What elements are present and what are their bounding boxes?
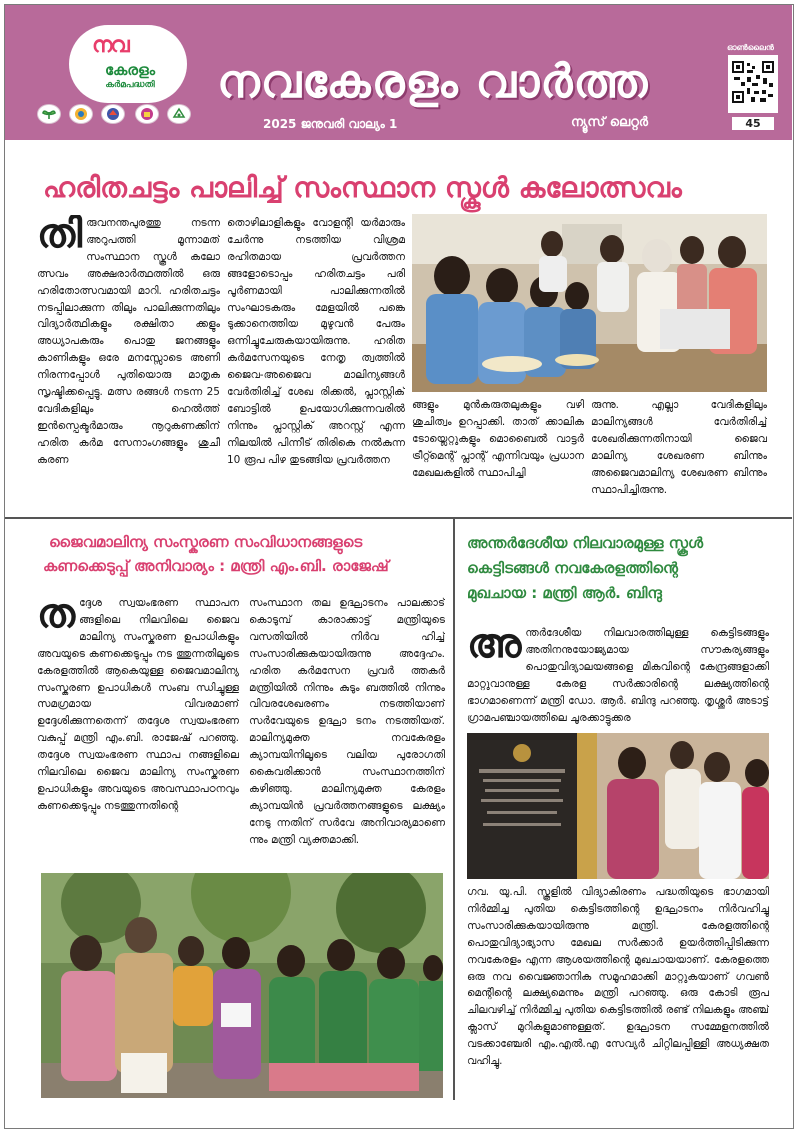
haritha-karmasena-photo xyxy=(41,873,443,1098)
kudumbashree-logo-icon xyxy=(69,104,93,124)
story2-headline-1: ജൈവമാലിന്യ സംസ്കരണ സംവിധാനങ്ങളുടെ xyxy=(49,533,363,551)
story2-column-1 xyxy=(37,595,239,865)
life-mission-logo-icon xyxy=(135,104,159,124)
logo-line-1: കേരളം xyxy=(104,61,156,79)
qr-code-icon[interactable] xyxy=(732,61,774,103)
story2-text-1: ദ്ദേശ സ്വയംഭരണ സ്ഥാപന ങ്ങളിലെ നിലവിലെ ജൈവ മാലിന്യ സംസ്കരണ ഉപാധികളും അവയുടെ കണക്കെടുപ്പും നട ത്തുന്നതിലൂടെ കേരളത്തിൽ ആകെയുള്ള ജൈവമാലിന്യ സംസ്കരണ ഉപാധികൾ സംബ ന്ധിച്ചുള്ള സമഗ്രമായ വിവരമാണ് ഉദ്ദേശിക്കുന്നതെന്ന് തദ്ദേശ സ്വയംഭരണ വകുപ്പ് മന്ത്രി എം.ബി. രാജേഷ് പറഞ്ഞു. തദ്ദേശ സ്വയംഭരണ സ്ഥാപ നങ്ങളിലെ നിലവിലെ ജൈവ മാലിന്യ സംസ്കരണ ഉപാധികളും അവയുടെ അവസ്ഥാപഠനവും കണക്കെടുപ്പും നടത്തുന്നതിന്റെ xyxy=(37,597,239,812)
story1-column-2 xyxy=(227,215,405,513)
logo-mark: നവ xyxy=(92,33,128,58)
story1-column-3 xyxy=(412,397,584,515)
story1-dropcap: തി xyxy=(37,215,83,257)
story3-photo xyxy=(467,733,769,879)
story3-intro xyxy=(467,625,769,729)
newsletter-page xyxy=(4,4,794,1129)
suchitwa-mission-logo-icon xyxy=(101,104,125,124)
story2-column-2 xyxy=(249,595,445,865)
column-divider xyxy=(453,517,455,1100)
story3-headline-3: മുഖചായ : മന്ത്രി ആർ. ബിന്ദു xyxy=(467,584,662,602)
haritha-keralam-logo-icon xyxy=(167,104,191,124)
story1-text-1: രുവനന്തപുരത്തു നടന്ന അറുപത്തി മൂന്നാമത് സംസ്ഥാന സ്കൂൾ കലോ ത്സവം അക്ഷരാർത്ഥത്തിൽ ഒരു ഹരിതോത്സവമായി മാറി. ഹരിതചട്ടം നടപ്പിലാക്കുന്ന തിലും പാലിക്കുന്നതിലും വിദ്യാർത്ഥികളും രക്ഷിതാ ക്കളും അധ്യാപകരും പൊതു ജനങ്ങളും കാണികളും ഒരേ മനസ്സോടെ അണി നിരന്നപ്പോൾ പുതിയൊരു മാതൃക സൃഷ്ടിക്കപ്പെട്ടു. മത്സ രങ്ങൾ നടന്ന 25 വേദികളിലും ഹെൽത്ത് ഇൻസ്പെക്ടർമാരും നൂറുകണക്കിന് ഹരിത കർമ സേനാംഗങ്ങളും ശുചീ കരണ xyxy=(37,217,220,466)
story2-photo xyxy=(41,873,443,1098)
story3-body xyxy=(467,884,769,1100)
story2-headline-2: കണക്കെടുപ്പ് അനിവാര്യം : മന്ത്രി എം.ബി. രാജേഷ് xyxy=(43,557,389,575)
story1-text-2: തൊഴിലാളികളും വോളന്റി യർമാരും ചേർന്നു നടത്തിയ വിശ്രമ രഹിതമായ പ്രവർത്തന ങ്ങളോടൊപ്പം ഹരിതചട്ടം പരി പൂർണമായി പാലിക്കുന്നതിൽ സംഘാടകരും മേളയിൽ പങ്കെ ടുക്കാനെത്തിയ മുഴുവൻ പേരും ഒന്നിച്ചുചേരുകയായിരുന്നു. ഹരിത കർമസേനയുടെ നേതൃ ത്വത്തിൽ ജൈവ-അജൈവ മാലിന്യങ്ങൾ വേർതിരിച്ച് ശേഖ രിക്കൽ, പ്ലാസ്റ്റിക് ബോട്ടിൽ ഉപയോഗിക്കുന്നവരിൽ നിന്നും പ്ലാസ്റ്റിക് അറസ്റ്റ് എന്ന നിലയിൽ പിന്നീട് തിരികെ നൽകുന്ന 10 രൂപ പിഴ തുടങ്ങിയ പ്രവർത്തന xyxy=(227,217,405,466)
page-number: 45 xyxy=(732,117,774,130)
qr-label: ഓൺലൈൻ xyxy=(727,43,774,52)
story1-text-4: രുന്നു. എല്ലാ വേദികളിലും മാലിന്യങ്ങൾ വേർതിരിച്ച് ശേഖരിക്കുന്നതിനായി ജൈവ മാലിന്യ ശേഖരണ ബിന്നും അജൈവമാലിന്യ ശേഖരണ ബിന്നും സ്ഥാപിച്ചിരുന്നു. xyxy=(591,399,767,496)
newsletter-title: നവകേരളം വാർത്ത xyxy=(217,54,649,108)
issue-info: 2025 ജനുവരി വാല്യം 1 xyxy=(263,117,398,131)
newsletter-subtitle: ന്യൂസ് ലെറ്റർ xyxy=(571,115,648,130)
logo-line-2: കർമപദ്ധതി xyxy=(105,80,155,90)
story3-dropcap: അ xyxy=(467,625,522,667)
story3-intro-text: ന്തർദേശീയ നിലവാരത്തിലുള്ള കെട്ടിടങ്ങളും അതിനനുയോജ്യമായ സൗകര്യങ്ങളും പൊതുവിദ്യാലയങ്ങളെ മികവിന്റെ കേന്ദ്രങ്ങളാക്കി മാറ്റുവാനുള്ള കേരള സർക്കാരിന്റെ ലക്ഷ്യത്തിന്റെ ഭാഗമാണെന്ന് മന്ത്രി ഡോ. ആർ. ബിന്ദു പറഞ്ഞു. തൃശ്ശൂർ അടാട്ട് ഗ്രാമപഞ്ചായത്തിലെ ചൂരക്കാട്ടുക്കര xyxy=(467,627,769,724)
story3-headline-1: അന്തർദേശീയ നിലവാരമുള്ള സ്കൂൾ xyxy=(467,534,704,552)
haritha-leaf-icon xyxy=(37,104,61,124)
story3-headline-2: കെട്ടിടങ്ങൾ നവകേരളത്തിന്റെ xyxy=(467,559,678,577)
story2-text-2: സംസ്ഥാന തല ഉദ്ഘാടനം പാലക്കാട് കൊടുമ്പ് കാരാക്കാട്ട് മന്ത്രിയുടെ വസതിയിൽ നിർവ ഹിച്ച് സംസാരിക്കുകയായിരുന്നു അദ്ദേഹം. ഹരിത കർമസേന പ്രവർ ത്തകർ മന്ത്രിയിൽ നിന്നും കുടും ബത്തിൽ നിന്നും വിവരശേഖരണം നടത്തിയാണ് സർവേയുടെ ഉദ്ഘാ ടനം നടത്തിയത്. മാലിന്യമുക്ത നവകേരളം ക്യാമ്പയിനിലൂടെ വലിയ പുരോഗതി കൈവരിക്കാൻ സംസ്ഥാനത്തിന് കഴിഞ്ഞു. മാലിന്യമുക്ത കേരളം ക്യാമ്പയിൻ പ്രവർത്തനങ്ങളുടെ ലക്ഷ്യം നേടു ന്നതിന് സർവേ അനിവാര്യമാണെ ന്നും മന്ത്രി വ്യക്തമാക്കി. xyxy=(249,597,445,846)
story1-headline: ഹരിതചട്ടം പാലിച്ച് സംസ്ഥാന സ്കൂൾ കലോത്സവം xyxy=(43,171,682,204)
story1-column-4 xyxy=(591,397,767,515)
story3-body-text: ഗവ. യു.പി. സ്കൂളിൽ വിദ്യാകിരണം പദ്ധതിയുടെ ഭാഗമായി നിർമ്മിച്ച പുതിയ കെട്ടിടത്തിന്റെ ഉദ്ഘാടനം നിർവഹിച്ചു സംസാരിക്കുകയായിരുന്നു മന്ത്രി. കേരളത്തിന്റെ പൊതുവിദ്യാഭ്യാസ മേഖല സർക്കാർ ഉയർത്തിപ്പിടിക്കുന്ന നവകേരളം എന്ന ആശയത്തിന്റെ മുഖചായയാണ്. കേരളത്തെ ഒരു നവ വൈജ്ഞാനിക സമൂഹമാക്കി മാറ്റുകയാണ് ഗവൺ മെന്റിന്റെ ലക്ഷ്യമെന്നും മന്ത്രി പറഞ്ഞു. ഒരു കോടി രൂപ ചിലവഴിച്ച് നിർമ്മിച്ച പുതിയ കെട്ടിടത്തിൽ രണ്ട് നിലകളും അഞ്ച് ക്ലാസ് മുറികളുമാണുള്ളത്. ഉദ്ഘാടന സമ്മേളനത്തിൽ വടക്കാഞ്ചേരി എം.എൽ.എ സേവ്യർ ചിറ്റിലപ്പിള്ളി അധ്യക്ഷത വഹിച്ചു. xyxy=(467,886,769,1068)
story2-dropcap: ത xyxy=(37,595,76,637)
story1-photo xyxy=(412,214,767,392)
story1-column-1 xyxy=(37,215,220,513)
section-divider xyxy=(5,517,792,519)
story1-text-3: ങ്ങളും മുൻകരുതലുകളും വഴി ശുചിത്വം ഉറപ്പാക്കി. താത് ക്കാലിക ടോയ്ലെറ്റുകളും മൊബൈൽ വാട്ടർ ട്രീറ്റ്മെന്റ് പ്ലാന്റ് എന്നിവയും പ്രധാന മേഖലകളിൽ സ്ഥാപിച്ചി xyxy=(412,399,584,479)
school-inauguration-photo xyxy=(467,733,769,879)
masthead xyxy=(5,5,792,140)
kalolsavam-photo xyxy=(412,214,767,392)
